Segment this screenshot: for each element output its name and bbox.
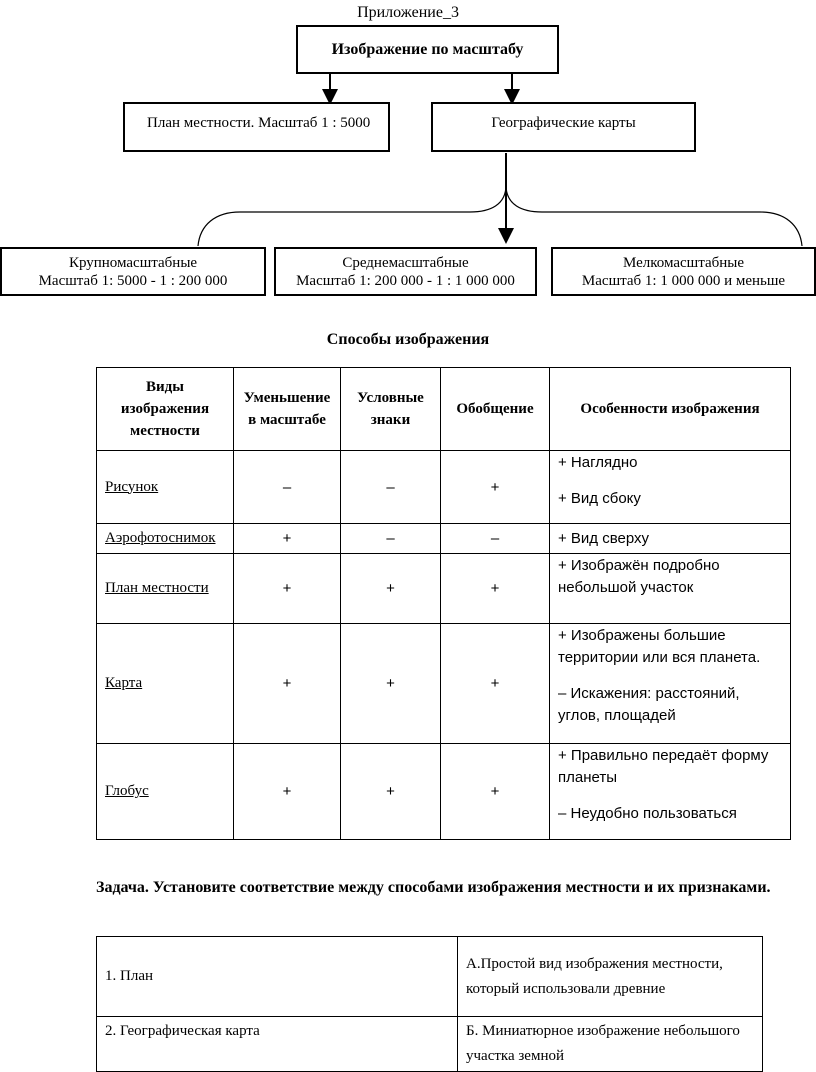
cell-features: + Изображён подробно небольшой участок xyxy=(550,554,791,624)
cell-scale: + xyxy=(234,554,341,624)
cell-generalization: + xyxy=(441,451,550,524)
row-name: Рисунок xyxy=(105,478,159,495)
cell-signs: + xyxy=(341,744,441,840)
cell-scale: + xyxy=(234,524,341,554)
cell-features: + Правильно передаёт форму планеты – Неудобно пользоваться xyxy=(550,744,791,840)
cell-signs: + xyxy=(341,624,441,744)
diagram-maps-label: Географические карты xyxy=(491,115,636,131)
task-title: Задача. Установите соответствие между способами изображения местности и их признаками. xyxy=(96,879,771,896)
header-scale: Уменьшение в масштабе xyxy=(234,368,341,451)
methods-header-row xyxy=(97,368,791,451)
cell-generalization: + xyxy=(441,744,550,840)
header-type: Виды изображения местности xyxy=(97,368,234,451)
diagram-large-line1: Крупномасштабные xyxy=(68,254,198,271)
diagram-small-line1: Мелкомасштабные xyxy=(622,254,745,271)
diagram-large-line2: Масштаб 1: 5000 - 1 : 200 000 xyxy=(38,272,228,289)
methods-table xyxy=(96,367,791,840)
matching-right-cell: Б. Миниатюрное изображение небольшого участка земной xyxy=(458,1017,763,1072)
diagram-plan-label: План местности. Масштаб 1 : 5000 xyxy=(147,115,371,131)
cell-signs: – xyxy=(341,451,441,524)
methods-title: Способы изображения xyxy=(326,331,490,348)
table-row xyxy=(97,937,763,1017)
table-row xyxy=(97,554,791,624)
header-signs: Условные знаки xyxy=(341,368,441,451)
header-features: Особенности изображения xyxy=(550,368,791,451)
matching-left-cell: 1. План xyxy=(97,937,458,1017)
header-generalization: Обобщение xyxy=(441,368,550,451)
diagram-plan-box xyxy=(123,102,390,152)
matching-right-cell: А.Простой вид изображения местности, который использовали древние xyxy=(458,937,763,1017)
diagram-small-box xyxy=(551,247,816,296)
cell-generalization: + xyxy=(441,624,550,744)
diagram-small-line2: Масштаб 1: 1 000 000 и меньше xyxy=(581,272,786,289)
cell-scale: + xyxy=(234,744,341,840)
matching-left-cell: 2. Географическая карта xyxy=(97,1017,458,1072)
row-name: План местности xyxy=(105,580,209,596)
cell-generalization: + xyxy=(441,554,550,624)
diagram-medium-box xyxy=(274,247,537,296)
row-name: Карта xyxy=(105,675,143,691)
diagram-large-box xyxy=(0,247,266,296)
table-row xyxy=(97,451,791,524)
cell-features: + Наглядно + Вид сбоку xyxy=(550,451,791,524)
diagram-root-box xyxy=(296,25,559,74)
cell-scale: + xyxy=(234,624,341,744)
diagram-medium-line1: Среднемасштабные xyxy=(342,254,469,271)
brace-to-large xyxy=(198,185,506,246)
diagram-maps-box xyxy=(431,102,696,152)
matching-table xyxy=(96,936,763,1072)
row-name: Аэрофотоснимок xyxy=(105,530,216,546)
brace-to-small xyxy=(506,185,802,246)
diagram-root-label: Изображение по масштабу xyxy=(331,40,524,58)
cell-signs: – xyxy=(341,524,441,554)
table-row xyxy=(97,744,791,840)
diagram-medium-line2: Масштаб 1: 200 000 - 1 : 1 000 000 xyxy=(296,272,515,289)
cell-scale: – xyxy=(234,451,341,524)
row-name: Глобус xyxy=(105,783,149,799)
table-row xyxy=(97,624,791,744)
cell-features: + Вид сверху xyxy=(550,524,791,554)
cell-generalization: – xyxy=(441,524,550,554)
cell-signs: + xyxy=(341,554,441,624)
table-row xyxy=(97,524,791,554)
cell-features: + Изображены большие территории или вся планета. – Искажения: расстояний, углов, площадей xyxy=(550,624,791,744)
appendix-label: Приложение_3 xyxy=(357,4,459,21)
table-row xyxy=(97,1017,763,1072)
